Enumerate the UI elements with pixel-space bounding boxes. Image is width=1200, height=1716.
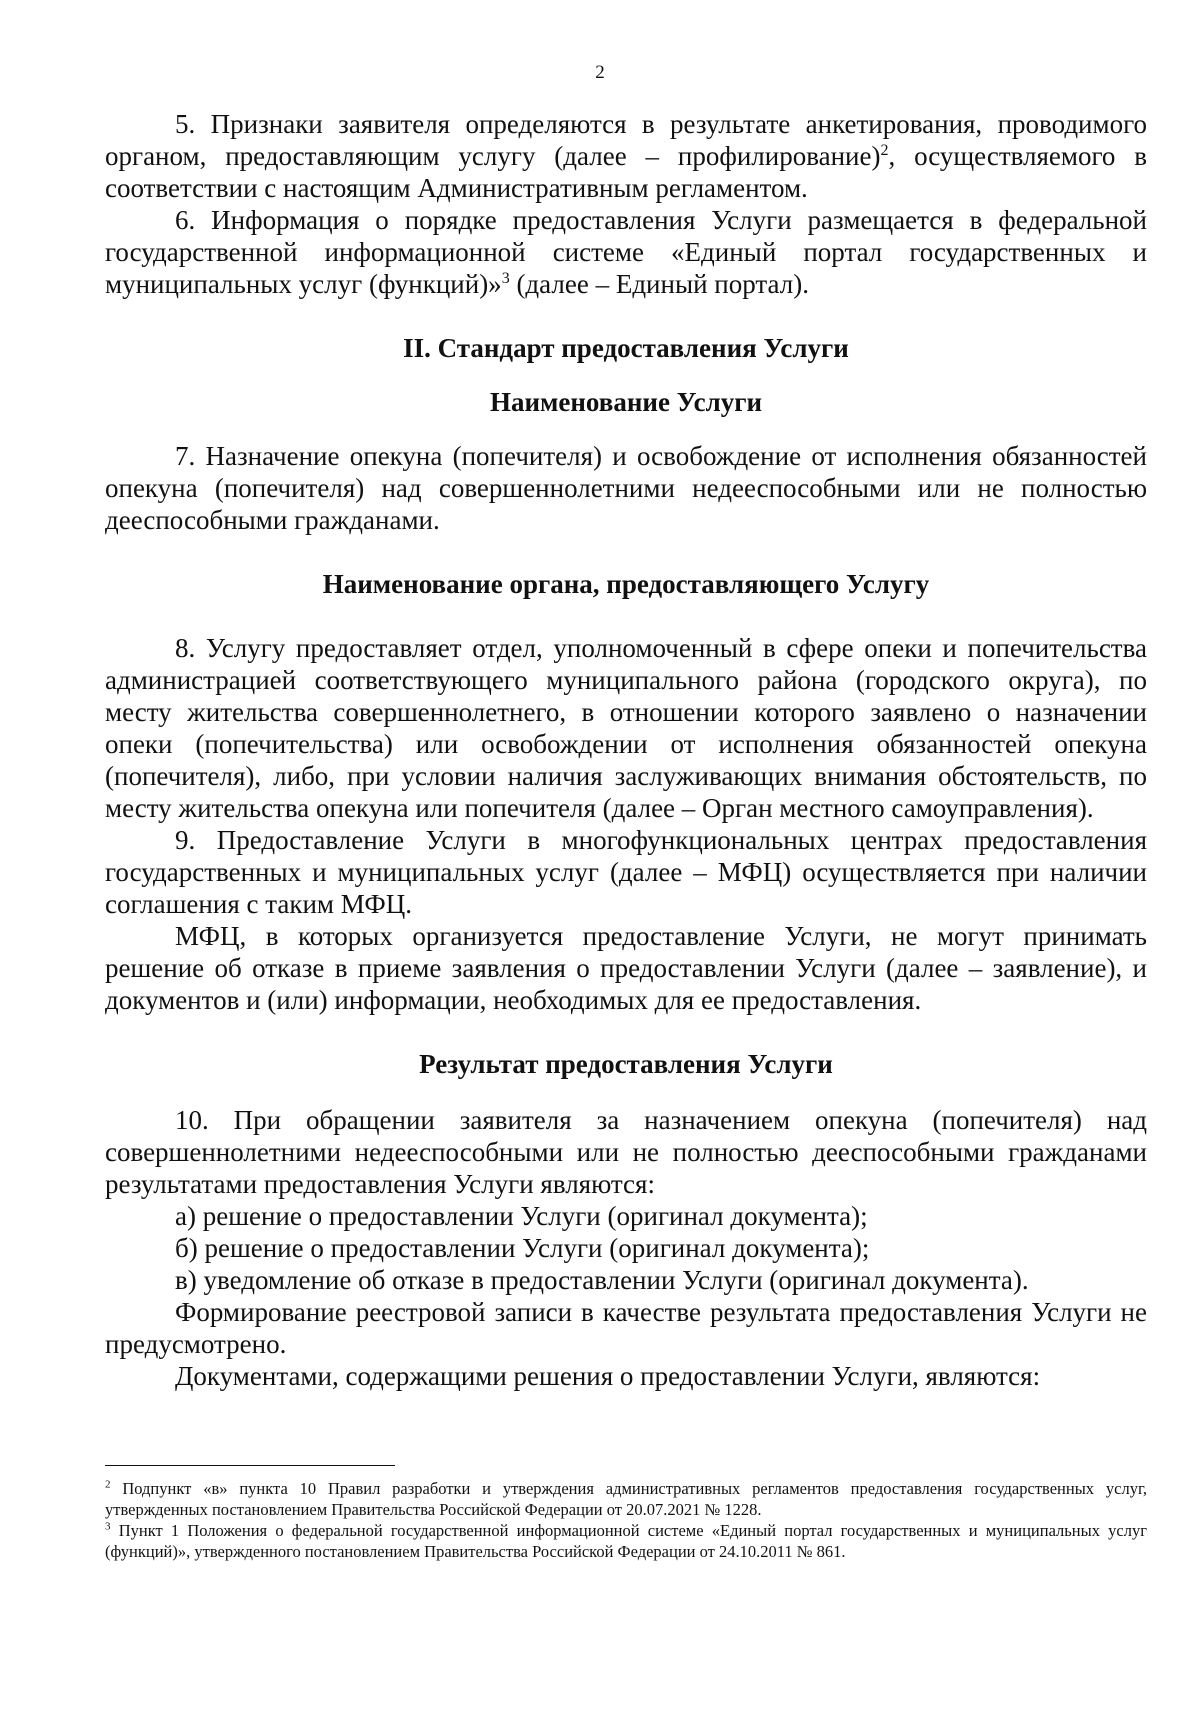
paragraph-6: 6. Информация о порядке предоставления Услуги размещается в федеральной государственной информационной системе «Единый портал государственных и муниципальных услуг (функций)»$^3$ (далее – Единый портал). (105, 205, 1147, 299)
subheading-result: Результат предоставления Услуги (419, 1049, 833, 1079)
paragraph-mfc: МФЦ, в которых организуется предоставление Услуги, не могут принимать решение об отказе в приеме заявления о предоставлении Услуги (далее – заявление), и документов и (или) информации, необходимых для ее предоставления. (105, 921, 1147, 1015)
paragraph-8: 8. Услугу предоставляет отдел, уполномоченный в сфере опеки и попечительства администрацией соответствующего муниципального района (городского округа), по месту жительства совершеннолетнего, в отношении которого заявлено о назначении опеки (попечительства) или освобождении от исполнения обязанностей опекуна (попечителя), либо, при условии наличия заслуживающих внимания обстоятельств, по месту жительства опекуна или попечителя (далее – Орган местного самоуправления). (105, 633, 1147, 823)
document-body (105, 108, 1147, 1392)
footnote-separator (105, 1465, 395, 1466)
paragraph-9: 9. Предоставление Услуги в многофункциональных центрах предоставления государственных и муниципальных услуг (далее – МФЦ) осуществляется при наличии соглашения с таким МФЦ. (105, 825, 1147, 919)
subheading-authority: Наименование органа, предоставляющего Услугу (322, 569, 930, 599)
footnote-ref-3: 3 (501, 270, 510, 287)
list-item-a: а) решение о предоставлении Услуги (оригинал документа); (175, 1201, 868, 1231)
section-heading-standard: II. Стандарт предоставления Услуги (403, 333, 849, 363)
footnote-3: $^3$ Пункт 1 Положения о федеральной государственной информационной системе «Единый портал государственных и муниципальных услуг (функций)», утвержденного постановлением Правительства Российской Федерации от 24.10.2011 № 861. (105, 1520, 1147, 1561)
footnote-2: $^2$ Подпункт «в» пункта 10 Правил разработки и утверждения административных регламентов предоставления государственных услуг, утвержденных постановлением Правительства Российской Федерации от 20.07.2021 № 1228. (105, 1478, 1147, 1519)
list-item-b: б) решение о предоставлении Услуги (оригинал документа); (175, 1233, 870, 1263)
subheading-service-name: Наименование Услуги (489, 387, 763, 417)
paragraph-documents: Документами, содержащими решения о предоставлении Услуги, являются: (175, 1361, 1041, 1391)
paragraph-5: 5. Признаки заявителя определяются в результате анкетирования, проводимого органом, предоставляющим услугу (далее – профилирование)$^2$, осуществляемого в соответствии с настоящим Административным регламентом. (105, 109, 1147, 203)
footnotes (105, 1478, 1147, 1562)
paragraph-7: 7. Назначение опекуна (попечителя) и освобождение от исполнения обязанностей опекуна (попечителя) над совершеннолетними недееспособными или не полностью дееспособными гражданами. (105, 441, 1147, 535)
page-number: 2 (595, 62, 605, 83)
paragraph-10: 10. При обращении заявителя за назначением опекуна (попечителя) над совершеннолетними недееспособными или не полностью дееспособными гражданами результатами предоставления Услуги являются: (105, 1105, 1147, 1199)
footnote-ref-2: 2 (880, 142, 889, 159)
paragraph-registry: Формирование реестровой записи в качестве результата предоставления Услуги не предусмотрено. (105, 1297, 1147, 1359)
list-item-v: в) уведомление об отказе в предоставлении Услуги (оригинал документа). (175, 1265, 1029, 1295)
